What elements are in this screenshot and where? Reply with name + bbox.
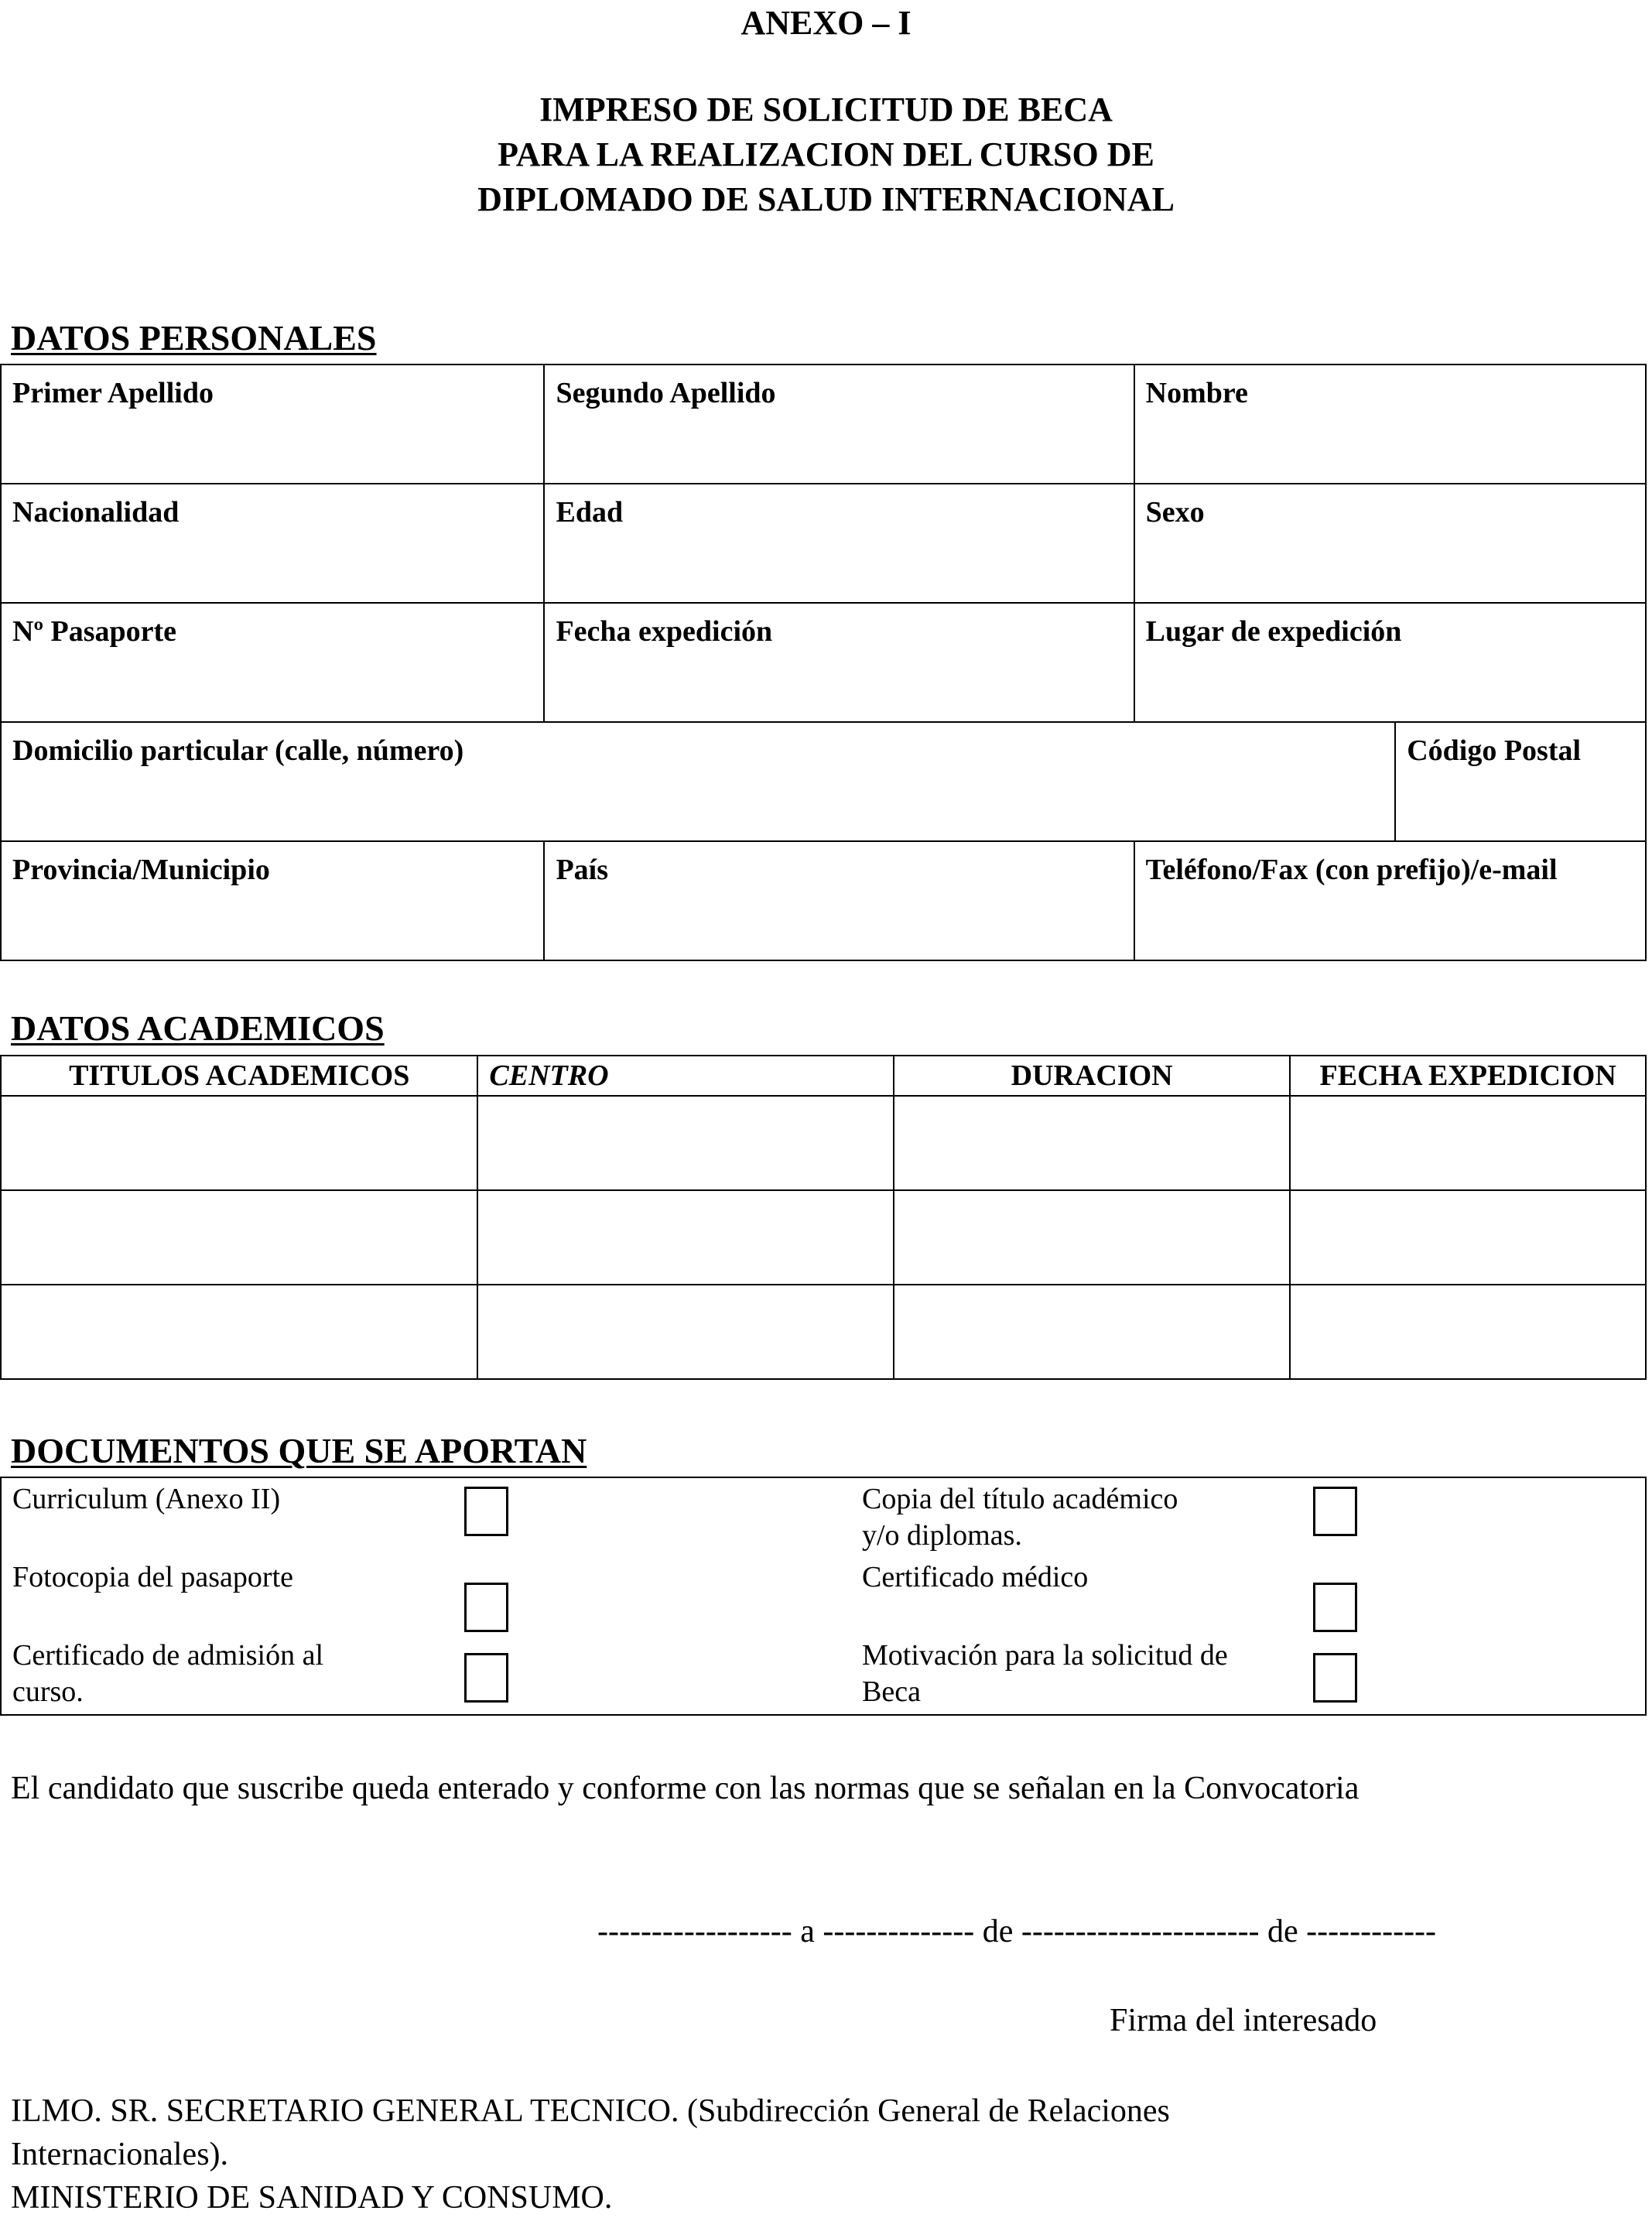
field-provincia[interactable]: Provincia/Municipio (1, 841, 544, 960)
doc-titulo-label: Copia del título académico y/o diplomas. (862, 1483, 1178, 1552)
form-title-line2: PARA LA REALIZACION DEL CURSO DE (498, 135, 1154, 173)
table-row (1, 1096, 1646, 1190)
col-duracion: DURACION (894, 1056, 1291, 1096)
addressee-line2: Internacionales). (11, 2137, 229, 2172)
academic-data-heading: DATOS ACADEMICOS (11, 1008, 385, 1048)
annex-label: ANEXO – I (740, 4, 912, 42)
form-title-line1: IMPRESO DE SOLICITUD DE BECA (539, 91, 1113, 128)
documents-heading: DOCUMENTOS QUE SE APORTAN (11, 1431, 587, 1470)
doc-motivacion-label: Motivación para la solicitud de Beca (862, 1639, 1228, 1708)
cell-fecha[interactable] (1290, 1285, 1646, 1379)
doc-admision-checkbox[interactable] (464, 1653, 508, 1703)
cell-duracion[interactable] (894, 1096, 1291, 1190)
addressee-line3: MINISTERIO DE SANIDAD Y CONSUMO. (11, 2180, 613, 2216)
cell-centro[interactable] (477, 1285, 893, 1379)
personal-data-table (0, 364, 1647, 961)
cell-titulo[interactable] (1, 1190, 477, 1285)
field-lugar-expedicion[interactable]: Lugar de expedición (1134, 603, 1646, 722)
field-sexo[interactable]: Sexo (1134, 484, 1646, 603)
doc-motivacion-checkbox[interactable] (1313, 1653, 1357, 1703)
doc-pasaporte-checkbox[interactable] (464, 1583, 508, 1632)
field-telefono[interactable]: Teléfono/Fax (con prefijo)/e-mail (1134, 841, 1646, 960)
doc-admision-label: Certificado de admisión al curso. (12, 1639, 324, 1708)
field-pasaporte[interactable]: Nº Pasaporte (1, 603, 544, 722)
field-primer-apellido[interactable]: Primer Apellido (1, 364, 544, 484)
col-fecha-expedicion: FECHA EXPEDICION (1290, 1056, 1646, 1096)
doc-medico-checkbox[interactable] (1313, 1583, 1357, 1632)
signature-label: Firma del interesado (1110, 2003, 1377, 2038)
col-titulos: TITULOS ACADEMICOS (1, 1056, 477, 1096)
date-line[interactable]: ------------------ a -------------- de ---------------------- de ------------ (597, 1914, 1437, 1949)
addressee-line1: ILMO. SR. SECRETARIO GENERAL TECNICO. (Subdirección General de Relaciones (11, 2093, 1170, 2129)
field-domicilio[interactable]: Domicilio particular (calle, número) (1, 722, 1395, 841)
table-row (1, 1285, 1646, 1379)
col-centro: CENTRO (477, 1056, 893, 1096)
field-nacionalidad[interactable]: Nacionalidad (1, 484, 544, 603)
cell-centro[interactable] (477, 1190, 893, 1285)
cell-fecha[interactable] (1290, 1096, 1646, 1190)
cell-titulo[interactable] (1, 1096, 477, 1190)
cell-centro[interactable] (477, 1096, 893, 1190)
field-segundo-apellido[interactable]: Segundo Apellido (544, 364, 1134, 484)
doc-titulo-checkbox[interactable] (1313, 1487, 1357, 1536)
cell-duracion[interactable] (894, 1285, 1291, 1379)
doc-curriculum-checkbox[interactable] (464, 1487, 508, 1536)
field-pais[interactable]: País (544, 841, 1134, 960)
academic-data-table (0, 1055, 1647, 1380)
form-title-line3: DIPLOMADO DE SALUD INTERNACIONAL (477, 180, 1175, 218)
documents-box (0, 1477, 1647, 1716)
table-row (1, 1190, 1646, 1285)
cell-fecha[interactable] (1290, 1190, 1646, 1285)
field-fecha-expedicion[interactable]: Fecha expedición (544, 603, 1134, 722)
cell-duracion[interactable] (894, 1190, 1291, 1285)
personal-data-heading: DATOS PERSONALES (11, 318, 377, 358)
cell-titulo[interactable] (1, 1285, 477, 1379)
field-edad[interactable]: Edad (544, 484, 1134, 603)
doc-pasaporte-label: Fotocopia del pasaporte (12, 1561, 294, 1593)
field-codigo-postal[interactable]: Código Postal (1395, 722, 1646, 841)
statement-text: El candidato que suscribe queda enterado y conforme con las normas que se señalan en la Convocatoria (11, 1771, 1360, 1806)
doc-medico-label: Certificado médico (862, 1561, 1089, 1593)
field-nombre[interactable]: Nombre (1134, 364, 1646, 484)
doc-curriculum-label: Curriculum (Anexo II) (12, 1483, 281, 1515)
